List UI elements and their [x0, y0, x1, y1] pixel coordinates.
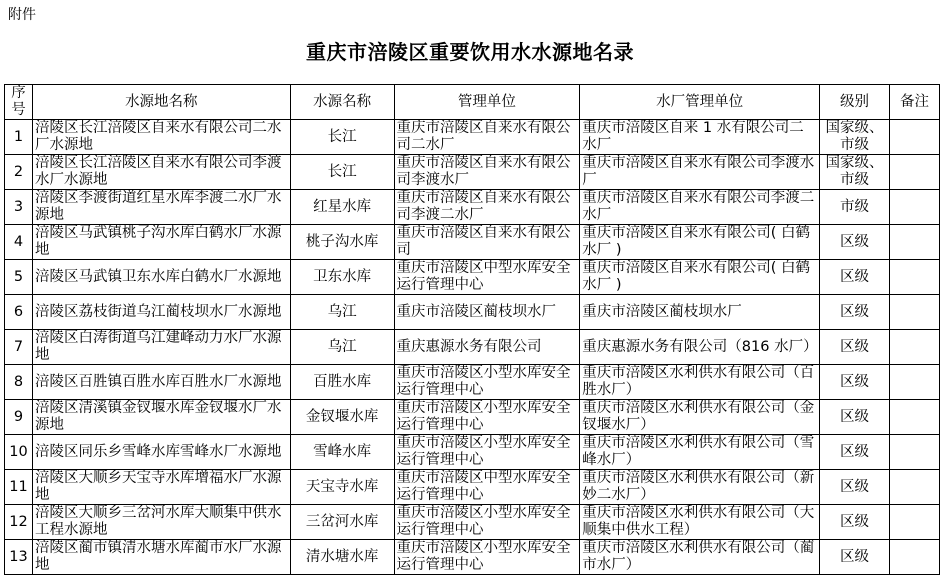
cell-plant-mgmt: 重庆市涪陵区水利供水有限公司（蔺市水厂） [580, 540, 820, 575]
cell-plant-mgmt: 重庆市涪陵区水利供水有限公司（大顺集中供水工程） [580, 505, 820, 540]
cell-water-body: 清水塘水库 [290, 540, 394, 575]
cell-level: 区级 [820, 400, 890, 435]
cell-seq: 7 [5, 330, 33, 365]
header-remark: 备注 [889, 85, 939, 120]
cell-water-body: 长江 [290, 120, 394, 155]
cell-remark [889, 435, 939, 470]
cell-mgmt-unit: 重庆市涪陵区蔺枝坝水厂 [394, 295, 580, 330]
table-row [5, 225, 940, 260]
cell-source-name: 涪陵区百胜镇百胜水库百胜水厂水源地 [32, 365, 290, 400]
cell-source-name: 涪陵区大顺乡三岔河水库大顺集中供水工程水源地 [32, 505, 290, 540]
table-row [5, 435, 940, 470]
cell-water-body: 百胜水库 [290, 365, 394, 400]
cell-plant-mgmt: 重庆市涪陵区自来水有限公司李渡二水厂 [580, 190, 820, 225]
header-source-name: 水源地名称 [32, 85, 290, 120]
cell-mgmt-unit: 重庆市涪陵区自来水有限公司二水厂 [394, 120, 580, 155]
cell-source-name: 涪陵区长江涪陵区自来水有限公司二水厂水源地 [32, 120, 290, 155]
cell-water-body: 天宝寺水库 [290, 470, 394, 505]
cell-source-name: 涪陵区荔枝街道乌江蔺枝坝水厂水源地 [32, 295, 290, 330]
cell-remark [889, 295, 939, 330]
cell-plant-mgmt: 重庆市涪陵区水利供水有限公司（金钗堰水厂） [580, 400, 820, 435]
cell-plant-mgmt: 重庆市涪陵区水利供水有限公司（雪峰水厂） [580, 435, 820, 470]
cell-mgmt-unit: 重庆市涪陵区小型水库安全运行管理中心 [394, 540, 580, 575]
table-row [5, 365, 940, 400]
cell-seq: 2 [5, 155, 33, 190]
cell-plant-mgmt: 重庆市涪陵区蔺枝坝水厂 [580, 295, 820, 330]
cell-plant-mgmt: 重庆市涪陵区自来 1 水有限公司二水厂 [580, 120, 820, 155]
cell-seq: 13 [5, 540, 33, 575]
cell-mgmt-unit: 重庆市涪陵区小型水库安全运行管理中心 [394, 435, 580, 470]
cell-seq: 9 [5, 400, 33, 435]
cell-level: 区级 [820, 505, 890, 540]
cell-remark [889, 120, 939, 155]
cell-seq: 8 [5, 365, 33, 400]
cell-source-name: 涪陵区清溪镇金钗堰水库金钗堰水厂水源地 [32, 400, 290, 435]
cell-seq: 3 [5, 190, 33, 225]
table-row [5, 295, 940, 330]
table-row [5, 470, 940, 505]
cell-plant-mgmt: 重庆市涪陵区水利供水有限公司（新妙二水厂） [580, 470, 820, 505]
cell-level: 区级 [820, 330, 890, 365]
cell-remark [889, 365, 939, 400]
cell-mgmt-unit: 重庆市涪陵区自来水有限公司 [394, 225, 580, 260]
header-level: 级别 [820, 85, 890, 120]
cell-water-body: 卫东水库 [290, 260, 394, 295]
cell-water-body: 三岔河水库 [290, 505, 394, 540]
cell-seq: 5 [5, 260, 33, 295]
header-water-body: 水源名称 [290, 85, 394, 120]
cell-remark [889, 155, 939, 190]
cell-mgmt-unit: 重庆市涪陵区小型水库安全运行管理中心 [394, 365, 580, 400]
cell-plant-mgmt: 重庆市涪陵区自来水有限公司( 白鹤水厂 ) [580, 225, 820, 260]
cell-level: 国家级、市级 [820, 120, 890, 155]
table-row [5, 120, 940, 155]
cell-seq: 4 [5, 225, 33, 260]
header-plant-mgmt: 水厂管理单位 [580, 85, 820, 120]
cell-level: 区级 [820, 225, 890, 260]
cell-remark [889, 470, 939, 505]
cell-plant-mgmt: 重庆惠源水务有限公司（816 水厂） [580, 330, 820, 365]
cell-level: 国家级、市级 [820, 155, 890, 190]
table-row [5, 505, 940, 540]
cell-seq: 11 [5, 470, 33, 505]
cell-level: 区级 [820, 295, 890, 330]
cell-source-name: 涪陵区马武镇桃子沟水库白鹤水厂水源地 [32, 225, 290, 260]
cell-water-body: 红星水库 [290, 190, 394, 225]
cell-level: 区级 [820, 260, 890, 295]
cell-water-body: 雪峰水库 [290, 435, 394, 470]
cell-seq: 10 [5, 435, 33, 470]
table-row [5, 540, 940, 575]
cell-source-name: 涪陵区同乐乡雪峰水库雪峰水厂水源地 [32, 435, 290, 470]
cell-plant-mgmt: 重庆市涪陵区自来水有限公司( 白鹤水厂 ) [580, 260, 820, 295]
cell-water-body: 金钗堰水库 [290, 400, 394, 435]
header-mgmt-unit: 管理单位 [394, 85, 580, 120]
cell-level: 区级 [820, 365, 890, 400]
cell-remark [889, 400, 939, 435]
cell-level: 市级 [820, 190, 890, 225]
cell-plant-mgmt: 重庆市涪陵区水利供水有限公司（百胜水厂） [580, 365, 820, 400]
cell-source-name: 涪陵区长江涪陵区自来水有限公司李渡水厂水源地 [32, 155, 290, 190]
table-row [5, 330, 940, 365]
cell-seq: 1 [5, 120, 33, 155]
header-seq: 序号 [5, 85, 33, 120]
cell-source-name: 涪陵区李渡街道红星水库李渡二水厂水源地 [32, 190, 290, 225]
cell-mgmt-unit: 重庆市涪陵区中型水库安全运行管理中心 [394, 470, 580, 505]
cell-plant-mgmt: 重庆市涪陵区自来水有限公司李渡水厂 [580, 155, 820, 190]
cell-water-body: 桃子沟水库 [290, 225, 394, 260]
table-row [5, 400, 940, 435]
cell-mgmt-unit: 重庆市涪陵区小型水库安全运行管理中心 [394, 505, 580, 540]
cell-source-name: 涪陵区大顺乡天宝寺水库增福水厂水源地 [32, 470, 290, 505]
cell-level: 区级 [820, 435, 890, 470]
cell-water-body: 乌江 [290, 330, 394, 365]
cell-level: 区级 [820, 540, 890, 575]
cell-remark [889, 225, 939, 260]
table-row [5, 190, 940, 225]
document-title: 重庆市涪陵区重要饮用水水源地名录 [306, 40, 634, 64]
cell-water-body: 长江 [290, 155, 394, 190]
water-source-table [4, 84, 940, 575]
cell-remark [889, 260, 939, 295]
cell-remark [889, 190, 939, 225]
cell-seq: 12 [5, 505, 33, 540]
cell-remark [889, 505, 939, 540]
cell-seq: 6 [5, 295, 33, 330]
cell-source-name: 涪陵区蔺市镇清水塘水库蔺市水厂水源地 [32, 540, 290, 575]
attachment-label: 附件 [8, 7, 36, 23]
cell-water-body: 乌江 [290, 295, 394, 330]
cell-mgmt-unit: 重庆市涪陵区小型水库安全运行管理中心 [394, 400, 580, 435]
cell-remark [889, 330, 939, 365]
cell-level: 区级 [820, 470, 890, 505]
cell-source-name: 涪陵区白涛街道乌江建峰动力水厂水源地 [32, 330, 290, 365]
cell-mgmt-unit: 重庆市涪陵区自来水有限公司李渡水厂 [394, 155, 580, 190]
cell-mgmt-unit: 重庆市涪陵区自来水有限公司李渡二水厂 [394, 190, 580, 225]
cell-source-name: 涪陵区马武镇卫东水库白鹤水厂水源地 [32, 260, 290, 295]
cell-remark [889, 540, 939, 575]
cell-mgmt-unit: 重庆惠源水务有限公司 [394, 330, 580, 365]
cell-mgmt-unit: 重庆市涪陵区中型水库安全运行管理中心 [394, 260, 580, 295]
table-row [5, 260, 940, 295]
table-row [5, 155, 940, 190]
table-header-row [5, 85, 940, 120]
